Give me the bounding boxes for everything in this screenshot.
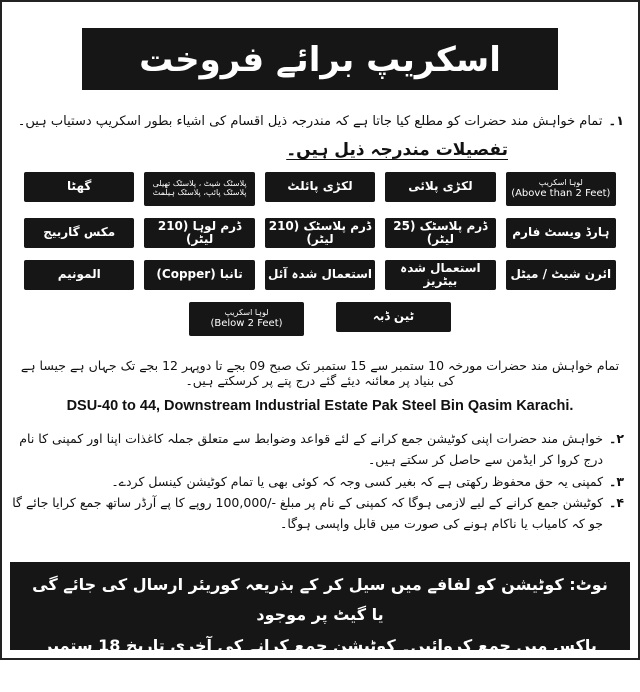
scrap-item-label: گھٹا	[67, 179, 92, 194]
scrap-item-label: استعمال شدہ بیٹریز	[400, 260, 481, 288]
rules-list	[12, 428, 628, 534]
rule-item	[12, 471, 624, 492]
scrap-item	[144, 260, 254, 290]
scrap-item	[24, 218, 134, 248]
details-heading: تفصیلات مندرجہ ذیل ہیں۔	[286, 140, 508, 160]
intro-number: ۱۔	[608, 114, 624, 129]
scrap-item-sub: (Below 2 Feet)	[210, 317, 283, 329]
scrap-item-label: لوہا اسکریپ	[538, 178, 583, 188]
scrap-item-label: ڈرم پلاسٹک (210 لیٹر)	[268, 218, 372, 246]
scrap-item	[24, 172, 134, 202]
scrap-item-label: تانبا (Copper)	[156, 267, 243, 282]
scrap-item-label: ہارڈ ویسٹ فارم	[512, 225, 610, 240]
rule-text: خواہش مند حضرات اپنی کوٹیشن جمع کرانے کے لئے قواعد وضوابط سے متعلق جملہ کاغذات اپنا اور کمپنی کا نام درج کروا کر ایڈمن سے حاصل کر سکتے ہیں۔	[19, 431, 604, 468]
scrap-item	[265, 260, 375, 290]
scrap-item-sub: (Above than 2 Feet)	[511, 187, 611, 199]
scrap-item-label: مکس گاربیج	[43, 225, 116, 240]
scrap-item	[265, 218, 375, 248]
scrap-item-label: لکڑی پائلٹ	[287, 179, 353, 194]
rule-number: ۳۔	[609, 473, 624, 489]
scrap-item-label: لوہا اسکریپ	[224, 308, 269, 318]
scrap-item	[144, 172, 254, 206]
scrap-item-label: ڈرم پلاسٹک (25 لیٹر)	[393, 218, 488, 246]
scrap-item-sub: پلاسٹک پائپ، پلاسٹک ہیلمٹ	[152, 188, 247, 197]
rule-number: ۴۔	[609, 494, 624, 510]
page-title: اسکریپ برائے فروخت	[82, 28, 558, 90]
rule-number: ۲۔	[609, 431, 624, 446]
rule-text: کوٹیشن جمع کرانے کے لیے لازمی ہوگا کہ کمپنی کے نام پر مبلغ -/100,000 روپے کا پے آرڈر ساتھ جمع کرایا جائے گا جو کہ کامیاب یا ناکام ہونے کی صورت میں قابل واپسی ہوگا۔	[12, 494, 604, 531]
intro-paragraph	[12, 114, 628, 129]
scrap-item-label: ٹین ڈبہ	[372, 309, 415, 324]
scrap-item	[506, 172, 616, 206]
rule-item	[12, 492, 624, 535]
scrap-item	[144, 218, 254, 248]
rule-item	[12, 428, 624, 471]
scrap-item-label: ائرن شیٹ / میٹل	[510, 267, 612, 282]
scrap-item-label: المونیم	[57, 267, 101, 282]
inspection-address: DSU-40 to 44, Downstream Industrial Estate Pak Steel Bin Qasim Karachi.	[66, 398, 574, 414]
scrap-item-label: لکڑی پلائی	[408, 179, 473, 194]
scrap-item-label: استعمال شدہ آئل	[268, 267, 373, 282]
footer-note-line-1: نوٹ: کوٹیشن کو لفافے میں سیل کر کے بذریعہ کوریئر ارسال کی جائے گی یا گیٹ پر موجود	[32, 575, 608, 625]
scrap-item	[189, 302, 304, 336]
intro-text: تمام خواہش مند حضرات کو مطلع کیا جاتا ہے کہ مندرجہ ذیل اقسام کی اشیاء بطور اسکریپ دستیاب ہیں۔	[17, 114, 603, 129]
footer-note-line-2: باکس میں جمع کروائیں۔ کوٹیشن جمع کرانے کی آخری تاریخ 18 ستمبر 2025 ہے۔	[43, 635, 597, 686]
scrap-item	[506, 260, 616, 290]
scrap-item	[506, 218, 616, 248]
rule-text: کمپنی یہ حق محفوظ رکھتی ہے کہ بغیر کسی وجہ کہ کوئی بھی یا تمام کوٹیشن کینسل کردے۔	[111, 473, 604, 489]
scrap-item	[385, 260, 495, 290]
scrap-item	[336, 302, 451, 332]
inspection-dates-text: تمام خواہش مند حضرات مورخہ 10 ستمبر سے 15 ستمبر تک صبح 09 بجے تا دوپہر 12 بجے تک جہاں ہے جیسا ہے کی بنیاد پر معائنہ دیئے گئے درج پتے پر کرسکتے ہیں۔	[20, 358, 620, 388]
scrap-item	[385, 218, 495, 248]
scrap-item	[24, 260, 134, 290]
scrap-item-label: پلاسٹک شیٹ ، پلاسٹک تھیلی	[152, 179, 247, 189]
footer-note	[10, 562, 630, 686]
items-grid-last-row	[12, 302, 628, 336]
scrap-item-label: ڈرم لوہا (210 لیٹر)	[157, 218, 242, 246]
items-grid	[12, 172, 628, 290]
scrap-item	[265, 172, 375, 202]
scrap-item	[385, 172, 495, 202]
